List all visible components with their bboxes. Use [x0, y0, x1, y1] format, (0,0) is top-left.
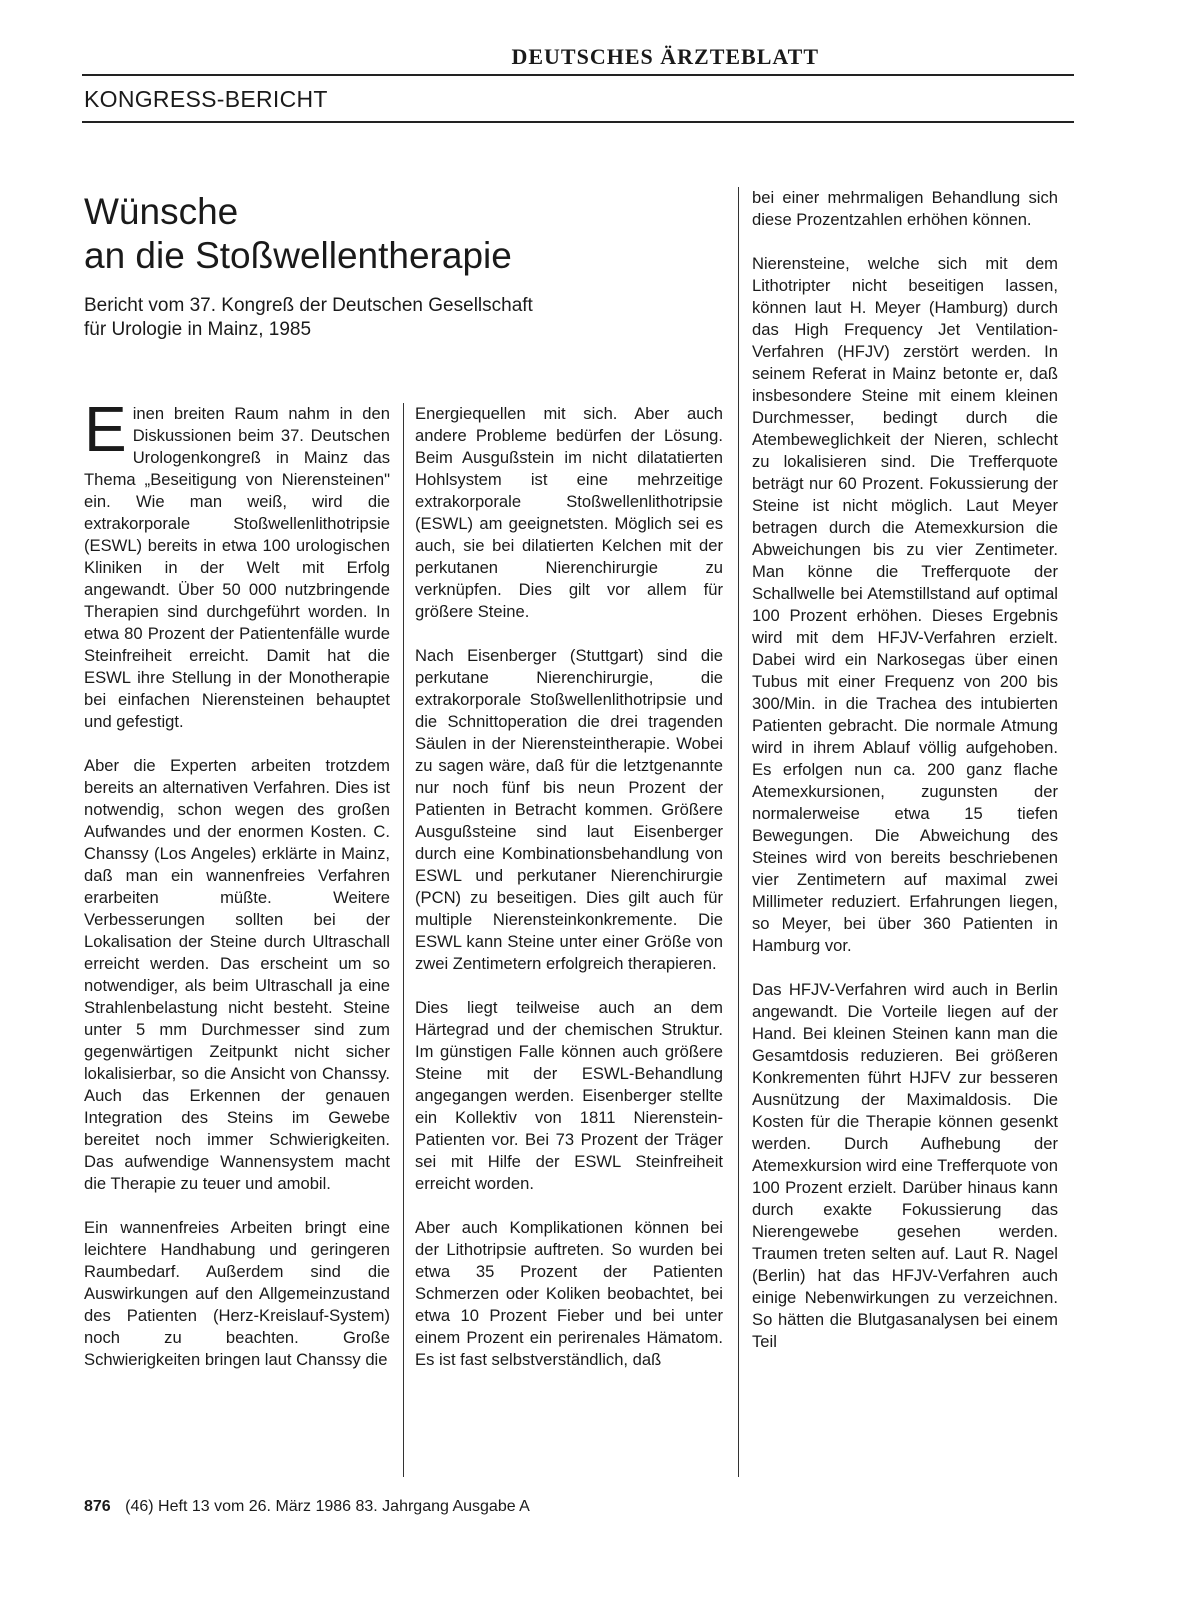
- article-subtitle: [84, 294, 684, 342]
- section-rubric: KONGRESS-BERICHT: [84, 86, 328, 112]
- issue-info: (46) Heft 13 vom 26. März 1986 83. Jahrgang Ausgabe A: [125, 1498, 530, 1515]
- article-title: [84, 190, 512, 278]
- text-column-3: [752, 187, 1058, 1375]
- text-column-1: [84, 393, 390, 1393]
- paragraph: [84, 393, 390, 733]
- page-number: 876: [84, 1498, 111, 1515]
- paragraph: Energiequellen mit sich. Aber auch andere Probleme bedürfen der Lösung. Beim Ausgußstein im nicht dilatatierten Hohlsystem ist eine mehrzeitige extrakorporale Stoßwellenlithotripsie (ESWL) am geeignetsten. Möglich sei es auch, sie bei dilatierten Kelchen mit der perkutanen Nierenchirurgie zu verknüpfen. Dies gilt vor allem für größere Steine.: [415, 404, 723, 621]
- header-divider: [82, 121, 1074, 123]
- paragraph-text: inen breiten Raum nahm in den Diskussionen beim 37. Deutschen Urologenkongreß in Mainz das Thema „Beseitigung von Nierensteinen" ein. Wie man weiß, wird die extrakorporale Stoßwellenlithotripsie (ESWL) bereits in etwa 100 urologischen Kliniken in der Welt mit Erfolg angewandt. Über 50 000 nutzbringende Therapien sind durchgeführt worden. In etwa 80 Prozent der Patientenfälle wurde Steinfreiheit erreicht. Damit hat die ESWL ihre Stellung in der Monotherapie bei einfachen Nierensteinen behauptet und gefestigt.: [84, 404, 390, 731]
- journal-name: DEUTSCHES ÄRZTEBLATT: [511, 44, 819, 69]
- title-line-1: Wünsche: [84, 191, 239, 232]
- paragraph: Aber die Experten arbeiten trotzdem bereits an alternativen Verfahren. Dies ist notwendig, schon wegen des großen Aufwandes und der enormen Kosten. C. Chanssy (Los Angeles) erklärte in Mainz, daß man ein wannenfreies Verfahren erarbeiten müßte. Weitere Verbesserungen sollten bei der Lokalisation der Steine durch Ultraschall erreicht werden. Das erscheint um so notwendiger, als beim Ultraschall ja eine Strahlenbelastung nicht besteht. Steine unter 5 mm Durchmesser sind zum gegenwärtigen Zeitpunkt nicht sicher lokalisierbar, so die Ansicht von Chanssy. Auch das Erkennen der genauen Integration des Steins im Gewebe bereitet noch immer Schwierigkeiten. Das aufwendige Wannensystem macht die Therapie zu teuer und amobil.: [84, 756, 390, 1193]
- paragraph: Ein wannenfreies Arbeiten bringt eine leichtere Handhabung und geringeren Raumbedarf. Außerdem sind die Auswirkungen auf den Allgemeinzustand des Patienten (Herz-Kreislauf-System) noch zu beachten. Große Schwierigkeiten bringen laut Chanssy die: [84, 1218, 390, 1369]
- column-divider-2: [738, 187, 739, 1477]
- subtitle-line-1: Bericht vom 37. Kongreß der Deutschen Gesellschaft: [84, 295, 533, 316]
- column-divider-1: [403, 403, 404, 1477]
- drop-cap: E: [84, 393, 127, 465]
- title-line-2: an die Stoßwellentherapie: [84, 235, 512, 276]
- subtitle-line-2: für Urologie in Mainz, 1985: [84, 319, 312, 340]
- masthead: [82, 44, 1074, 76]
- paragraph: Dies liegt teilweise auch an dem Härtegrad und der chemischen Struktur. Im günstigen Falle können auch größere Steine mit der ESWL-Behandlung angegangen werden. Eisenberger stellte ein Kollektiv von 1811 Nierenstein-Patienten vor. Bei 73 Prozent der Träger sei mit Hilfe der ESWL Steinfreiheit erreicht worden.: [415, 998, 723, 1193]
- paragraph: Das HFJV-Verfahren wird auch in Berlin angewandt. Die Vorteile liegen auf der Hand. Bei kleinen Steinen kann man die Gesamtdosis reduzieren. Bei größeren Konkrementen führt HJFV zur besseren Ausnützung der Maximaldosis. Die Kosten für die Therapie können gesenkt werden. Durch Aufhebung der Atemexkursion wird eine Trefferquote von 100 Prozent erzielt. Darüber hinaus kann durch exakte Fokussierung das Nierengewebe gesehen werden. Traumen treten selten auf. Laut R. Nagel (Berlin) hat das HFJV-Verfahren auch einige Nebenwirkungen zu verzeichnen. So hätten die Blutgasanalysen bei einem Teil: [752, 980, 1058, 1351]
- page-footer: [84, 1498, 530, 1516]
- paragraph: Aber auch Komplikationen können bei der Lithotripsie auftreten. So wurden bei etwa 35 Prozent der Patienten Schmerzen oder Koliken beobachtet, bei etwa 10 Prozent Fieber und bei unter einem Prozent ein perirenales Hämatom. Es ist fast selbstverständlich, daß: [415, 1218, 723, 1369]
- paragraph: Nach Eisenberger (Stuttgart) sind die perkutane Nierenchirurgie, die extrakorporale Stoßwellenlithotripsie und die Schnittoperation die drei tragenden Säulen in der Nierensteintherapie. Wobei zu sagen wäre, daß für die letztgenannte nur noch fünf bis neun Prozent der Patienten in Betracht kommen. Größere Ausgußsteine sind laut Eisenberger durch eine Kombinationsbehandlung von ESWL und perkutaner Nierenchirurgie (PCN) zu beseitigen. Dies gilt auch für multiple Nierensteinkonkremente. Die ESWL kann Steine unter einer Größe von zwei Zentimetern erfolgreich therapieren.: [415, 646, 723, 973]
- paragraph: bei einer mehrmaligen Behandlung sich diese Prozentzahlen erhöhen können.: [752, 188, 1058, 229]
- text-column-2: [415, 403, 723, 1393]
- paragraph: Nierensteine, welche sich mit dem Lithotripter nicht beseitigen lassen, können laut H. Meyer (Hamburg) durch das High Frequency Jet Ventilation-Verfahren (HFJV) zerstört werden. In seinem Referat in Mainz betonte er, daß insbesondere Steine mit einem kleinen Durchmesser, bedingt durch die Atembeweglichkeit der Nieren, schlecht zu lokalisieren sind. Die Trefferquote beträgt nur 60 Prozent. Fokussierung der Steine ist nicht möglich. Laut Meyer betragen durch die Atemexkursion die Abweichungen bis zu vier Zentimeter. Man könne die Trefferquote der Schallwelle bei Atemstillstand auf optimal 100 Prozent erhöhen. Dieses Ergebnis wird mit dem HFJV-Verfahren erzielt. Dabei wird ein Narkosegas über einen Tubus mit einer Frequenz von 200 bis 300/Min. in die Trachea des intubierten Patienten gebracht. Die normale Atmung wird in ihrem Ablauf völlig aufgehoben. Es erfolgen nun ca. 200 ganz flache Atemexkursionen, zugunsten der normalerweise etwa 15 tiefen Bewegungen. Die Abweichung des Steines wird von bereits beschriebenen vier Zentimetern auf maximal zwei Millimeter reduziert. Erfahrungen liegen, so Meyer, bei über 360 Patienten in Hamburg vor.: [752, 254, 1058, 955]
